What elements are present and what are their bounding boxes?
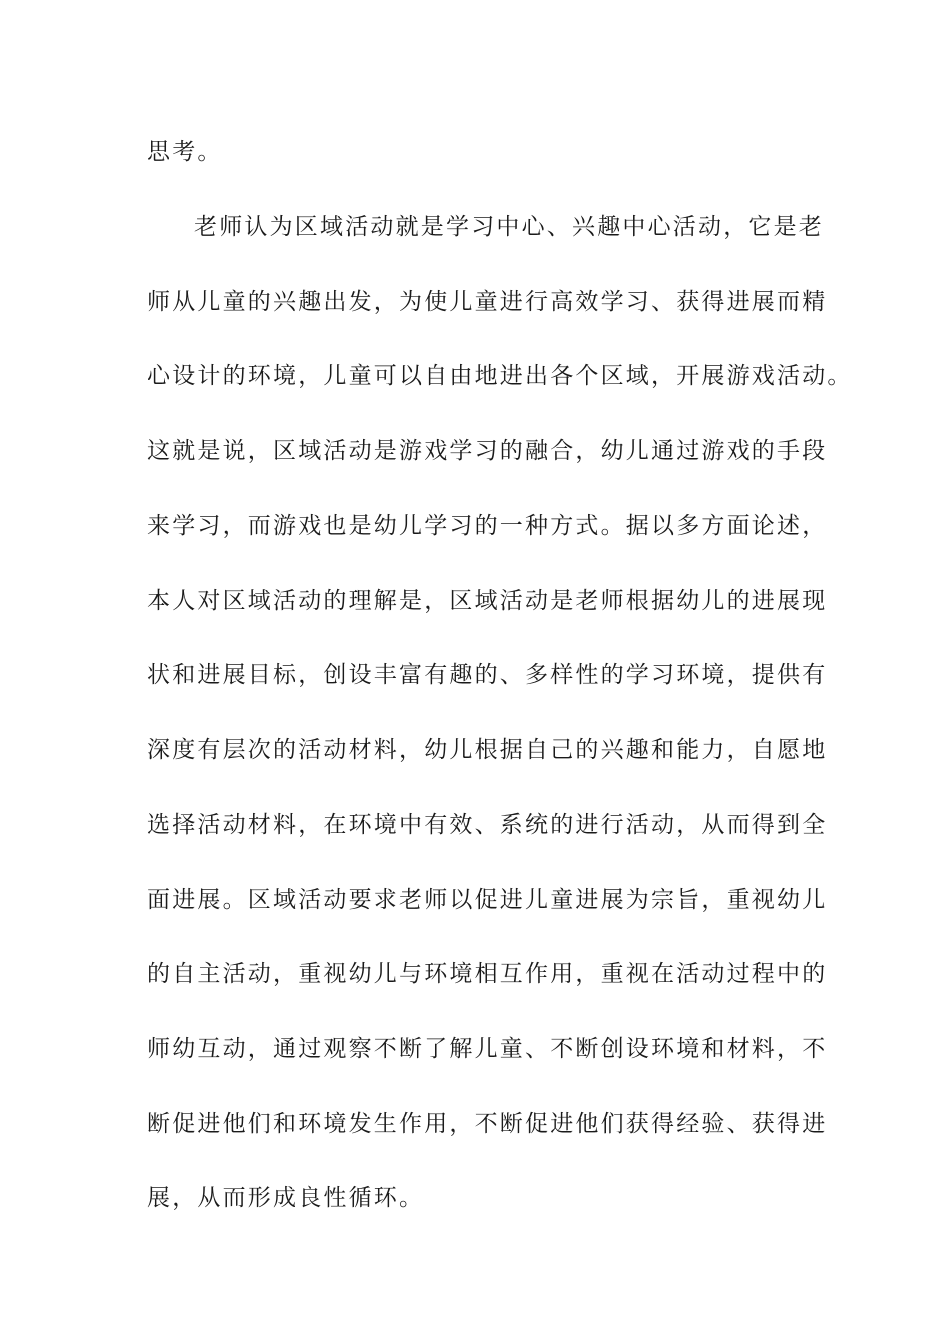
text-line: 这就是说，区域活动是游戏学习的融合，幼儿通过游戏的手段: [147, 438, 828, 464]
text-line: 本人对区域活动的理解是，区域活动是老师根据幼儿的进展现: [147, 588, 828, 614]
text-line: 心设计的环境，儿童可以自由地进出各个区域，开展游戏活动。: [147, 363, 853, 389]
text-line: 选择活动材料，在环境中有效、系统的进行活动，从而得到全: [147, 812, 828, 838]
paragraph-first-line: 老师认为区域活动就是学习中心、兴趣中心活动，它是老: [194, 214, 824, 240]
text-line: 状和进展目标，创设丰富有趣的、多样性的学习环境，提供有: [147, 662, 828, 688]
text-line: 展，从而形成良性循环。: [147, 1185, 425, 1211]
text-line: 来学习，而游戏也是幼儿学习的一种方式。据以多方面论述，: [147, 513, 828, 539]
text-line: 思考。: [147, 139, 223, 165]
text-line: 断促进他们和环境发生作用，不断促进他们获得经验、获得进: [147, 1111, 828, 1137]
text-line: 面进展。区域活动要求老师以促进儿童进展为宗旨，重视幼儿: [147, 887, 828, 913]
text-line: 深度有层次的活动材料，幼儿根据自己的兴趣和能力，自愿地: [147, 737, 828, 763]
text-line: 师幼互动，通过观察不断了解儿童、不断创设环境和材料，不: [147, 1036, 828, 1062]
text-line: 师从儿童的兴趣出发，为使儿童进行高效学习、获得进展而精: [147, 289, 828, 315]
text-line: 的自主活动，重视幼儿与环境相互作用，重视在活动过程中的: [147, 961, 828, 987]
